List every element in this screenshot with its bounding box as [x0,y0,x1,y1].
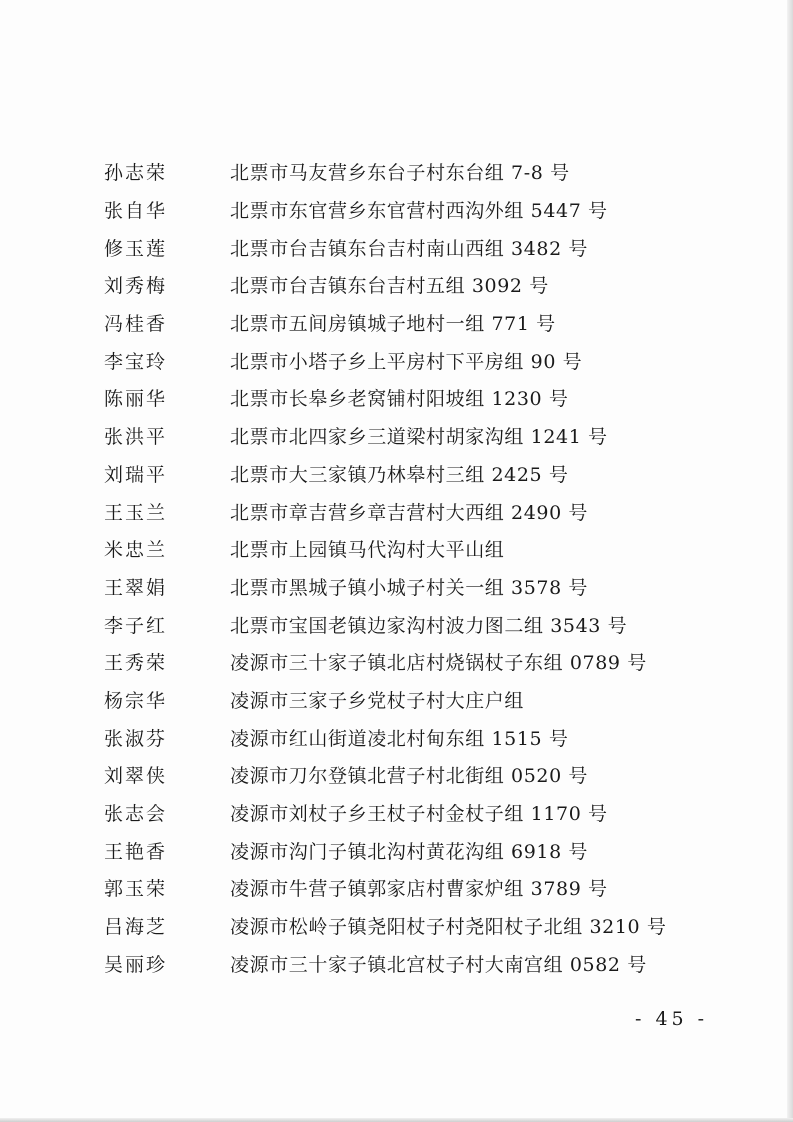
list-item [104,794,724,832]
person-name: 王翠娟 [104,576,168,599]
scan-edge-right [787,0,793,1122]
list-item [104,492,724,530]
person-address: 北票市台吉镇东台吉村五组 3092 号 [230,275,549,298]
page-number: - 45 - [635,1008,709,1030]
person-address: 北票市上园镇马代沟村大平山组 [230,539,505,562]
list-item [104,304,724,342]
list-item [104,643,724,681]
person-name: 陈丽华 [104,388,168,411]
person-name: 刘翠侠 [104,765,168,788]
list-item [104,153,724,191]
list-item [104,568,724,606]
list-item [104,191,724,229]
person-name: 杨宗华 [104,689,168,712]
person-name: 张自华 [104,200,168,223]
person-name: 张淑芬 [104,727,168,750]
person-address: 北票市大三家镇乃林皋村三组 2425 号 [230,463,569,486]
list-item [104,417,724,455]
list-item [104,605,724,643]
name-address-list [104,153,724,982]
list-item [104,681,724,719]
person-address: 北票市东官营乡东官营村西沟外组 5447 号 [230,200,608,223]
list-item [104,907,724,945]
person-address: 北票市黑城子镇小城子村关一组 3578 号 [230,576,589,599]
person-name: 刘秀梅 [104,275,168,298]
list-item [104,379,724,417]
person-name: 王秀荣 [104,652,168,675]
list-item [104,831,724,869]
person-address: 凌源市刘杖子乡王杖子村金杖子组 1170 号 [230,803,608,826]
list-item [104,869,724,907]
list-item [104,455,724,493]
person-address: 凌源市三十家子镇北店村烧锅杖子东组 0789 号 [230,652,647,675]
list-item [104,944,724,982]
person-address: 凌源市红山街道凌北村甸东组 1515 号 [230,727,569,750]
person-address: 北票市五间房镇城子地村一组 771 号 [230,313,556,336]
scan-edge-bottom [0,1118,793,1122]
person-address: 北票市章吉营乡章吉营村大西组 2490 号 [230,501,589,524]
person-name: 冯桂香 [104,313,168,336]
person-address: 北票市北四家乡三道梁村胡家沟组 1241 号 [230,426,608,449]
person-address: 北票市长皋乡老窝铺村阳坡组 1230 号 [230,388,569,411]
person-name: 张洪平 [104,426,168,449]
person-name: 郭玉荣 [104,878,168,901]
person-name: 王艳香 [104,840,168,863]
person-address: 北票市台吉镇东台吉村南山西组 3482 号 [230,237,589,260]
person-name: 刘瑞平 [104,463,168,486]
list-item [104,718,724,756]
list-item [104,266,724,304]
list-item [104,341,724,379]
person-name: 米忠兰 [104,539,168,562]
person-name: 吴丽珍 [104,953,168,976]
person-name: 张志会 [104,803,168,826]
person-address: 北票市马友营乡东台子村东台组 7-8 号 [230,162,570,185]
list-item [104,756,724,794]
list-item [104,530,724,568]
person-address: 凌源市三家子乡党杖子村大庄户组 [230,689,525,712]
person-address: 凌源市沟门子镇北沟村黄花沟组 6918 号 [230,840,589,863]
person-address: 北票市小塔子乡上平房村下平房组 90 号 [230,350,583,373]
person-address: 凌源市三十家子镇北宫杖子村大南宫组 0582 号 [230,953,647,976]
person-address: 凌源市刀尔登镇北营子村北街组 0520 号 [230,765,589,788]
person-name: 孙志荣 [104,162,168,185]
person-name: 李宝玲 [104,350,168,373]
person-address: 北票市宝国老镇边家沟村波力图二组 3543 号 [230,614,628,637]
person-name: 王玉兰 [104,501,168,524]
person-name: 吕海芝 [104,916,168,939]
list-item [104,228,724,266]
person-name: 修玉莲 [104,237,168,260]
person-address: 凌源市牛营子镇郭家店村曹家炉组 3789 号 [230,878,608,901]
person-name: 李子红 [104,614,168,637]
person-address: 凌源市松岭子镇尧阳杖子村尧阳杖子北组 3210 号 [230,916,667,939]
